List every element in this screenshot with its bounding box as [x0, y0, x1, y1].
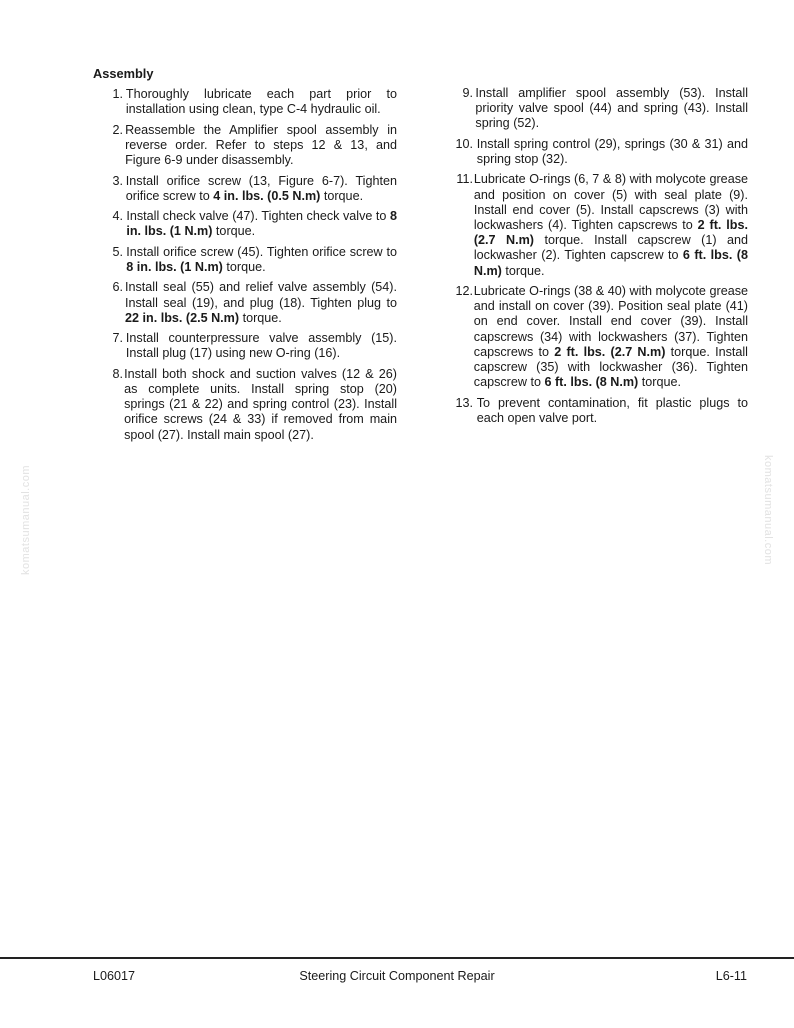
step-text [126, 209, 397, 239]
footer-title: Steering Circuit Component Repair [299, 969, 495, 983]
step-number: 9. [462, 86, 473, 100]
step-text-segment: Reassemble the Amplifier spool assembly in reverse order. Refer to steps 12 & 13, and Figure 6-9 under disassembly. [125, 122, 397, 168]
step-text-segment: torque. [501, 263, 545, 278]
step-number: 8. [112, 366, 123, 381]
step-text-segment: Install amplifier spool assembly (53). Install priority valve spool (44) and spring (43). Install spring (52). [475, 86, 748, 131]
watermark-right: komatsumanual.com [762, 455, 774, 565]
step-number: 10. [455, 136, 473, 151]
step-text [126, 87, 397, 117]
footer-doc-code: L06017 [93, 969, 136, 983]
step-item [447, 284, 748, 390]
step-number: 7. [112, 331, 123, 346]
footer-page-number: L6-11 [715, 969, 747, 983]
step-number: 6. [112, 280, 123, 295]
step-text-segment: Install seal (55) and relief valve assembly (54). Install seal (19), and plug (18). Tighten plug to [125, 280, 397, 310]
step-item [93, 245, 397, 275]
step-item [93, 331, 397, 361]
footer-rule [0, 957, 794, 959]
step-text-segment: torque. [222, 259, 266, 274]
torque-spec: 6 ft. lbs. (8 N.m) [544, 375, 639, 390]
step-item [93, 367, 397, 443]
torque-spec: 4 in. lbs. (0.5 N.m) [213, 188, 321, 203]
step-text [125, 280, 397, 326]
step-text [126, 331, 397, 361]
section-heading: Assembly [93, 66, 154, 81]
step-text-segment: To prevent contamination, fit plastic plugs to each open valve port. [476, 395, 748, 425]
step-text-segment: Lubricate O-rings (6, 7 & 8) with molycote grease and position on cover (5) with seal plate (9). Install end cover (5). Install capscrews (3) with lockwashers (4). Tighten capscrews to [473, 172, 748, 232]
step-text [124, 367, 397, 443]
step-text-segment: Install spring control (29), springs (30 & 31) and spring stop (32). [476, 136, 748, 166]
step-text [126, 245, 397, 275]
step-text [474, 172, 748, 278]
step-number: 3. [112, 173, 123, 188]
torque-spec: 8 in. lbs. (1 N.m) [126, 259, 223, 274]
step-item [93, 280, 397, 326]
left-step-list [93, 87, 397, 443]
torque-spec: 2 ft. lbs. (2.7 N.m) [554, 344, 666, 359]
step-text-segment: Install both shock and suction valves (12 & 26) as complete units. Install spring stop (20) springs (21 & 22) and spring control (23). Install orifice screws (24 & 33) if removed from main spool (27). Install main spool (27). [124, 366, 397, 442]
step-number: 13. [455, 395, 473, 410]
step-text-segment: Thoroughly lubricate each part prior to installation using clean, type C-4 hydraulic oil. [125, 87, 397, 117]
step-text-segment: Install check valve (47). Tighten check valve to [126, 209, 390, 224]
step-item [447, 86, 748, 132]
right-column [447, 86, 748, 431]
step-text-segment: torque. [638, 375, 681, 390]
step-number: 5. [112, 244, 123, 259]
step-text-segment: torque. Install capscrew (1) and lockwasher (2). Tighten capscrew to [473, 233, 749, 263]
step-number: 12. [455, 284, 473, 298]
step-item [447, 172, 748, 278]
step-text [477, 396, 748, 426]
step-text-segment: Install orifice screw (45). Tighten orifice screw to [126, 244, 397, 259]
step-text [125, 123, 397, 169]
watermark-left: komatsumanual.com [20, 465, 32, 575]
torque-spec: 22 in. lbs. (2.5 N.m) [125, 310, 240, 325]
left-column [93, 66, 397, 448]
step-text-segment: torque. Install capscrew (35) with lockwasher (36). Tighten capscrew to [473, 344, 748, 390]
right-step-list [447, 86, 748, 426]
step-number: 1. [112, 87, 123, 102]
step-text-segment: torque. [239, 310, 282, 325]
step-text [477, 137, 748, 167]
step-text-segment: torque. [212, 224, 256, 239]
step-text-segment: Lubricate O-rings (38 & 40) with molycote grease and install on cover (39). Position seal plate (41) on end cover. Install end cover (39). Install capscrews (34) with lockwashers (37). Tighten capscrews to [473, 284, 748, 359]
step-text-segment: Install counterpressure valve assembly (15). Install plug (17) using new O-ring (16). [125, 331, 397, 361]
step-item [93, 174, 397, 204]
step-item [93, 209, 397, 239]
step-item [93, 87, 397, 117]
step-text-segment: torque. [320, 188, 364, 203]
step-text-segment: Install orifice screw (13, Figure 6-7). Tighten orifice screw to [125, 173, 397, 203]
step-number: 4. [112, 209, 123, 224]
torque-spec: 8 in. lbs. (1 N.m) [126, 209, 397, 239]
torque-spec: 6 ft. lbs. (8 N.m) [473, 248, 748, 278]
step-item [447, 396, 748, 426]
step-text [475, 86, 748, 132]
step-number: 11. [456, 172, 473, 187]
step-item [93, 123, 397, 169]
step-item [447, 137, 748, 167]
torque-spec: 2 ft. lbs. (2.7 N.m) [473, 218, 748, 248]
step-text [474, 284, 748, 390]
step-text [126, 174, 397, 204]
step-number: 2. [112, 122, 123, 137]
